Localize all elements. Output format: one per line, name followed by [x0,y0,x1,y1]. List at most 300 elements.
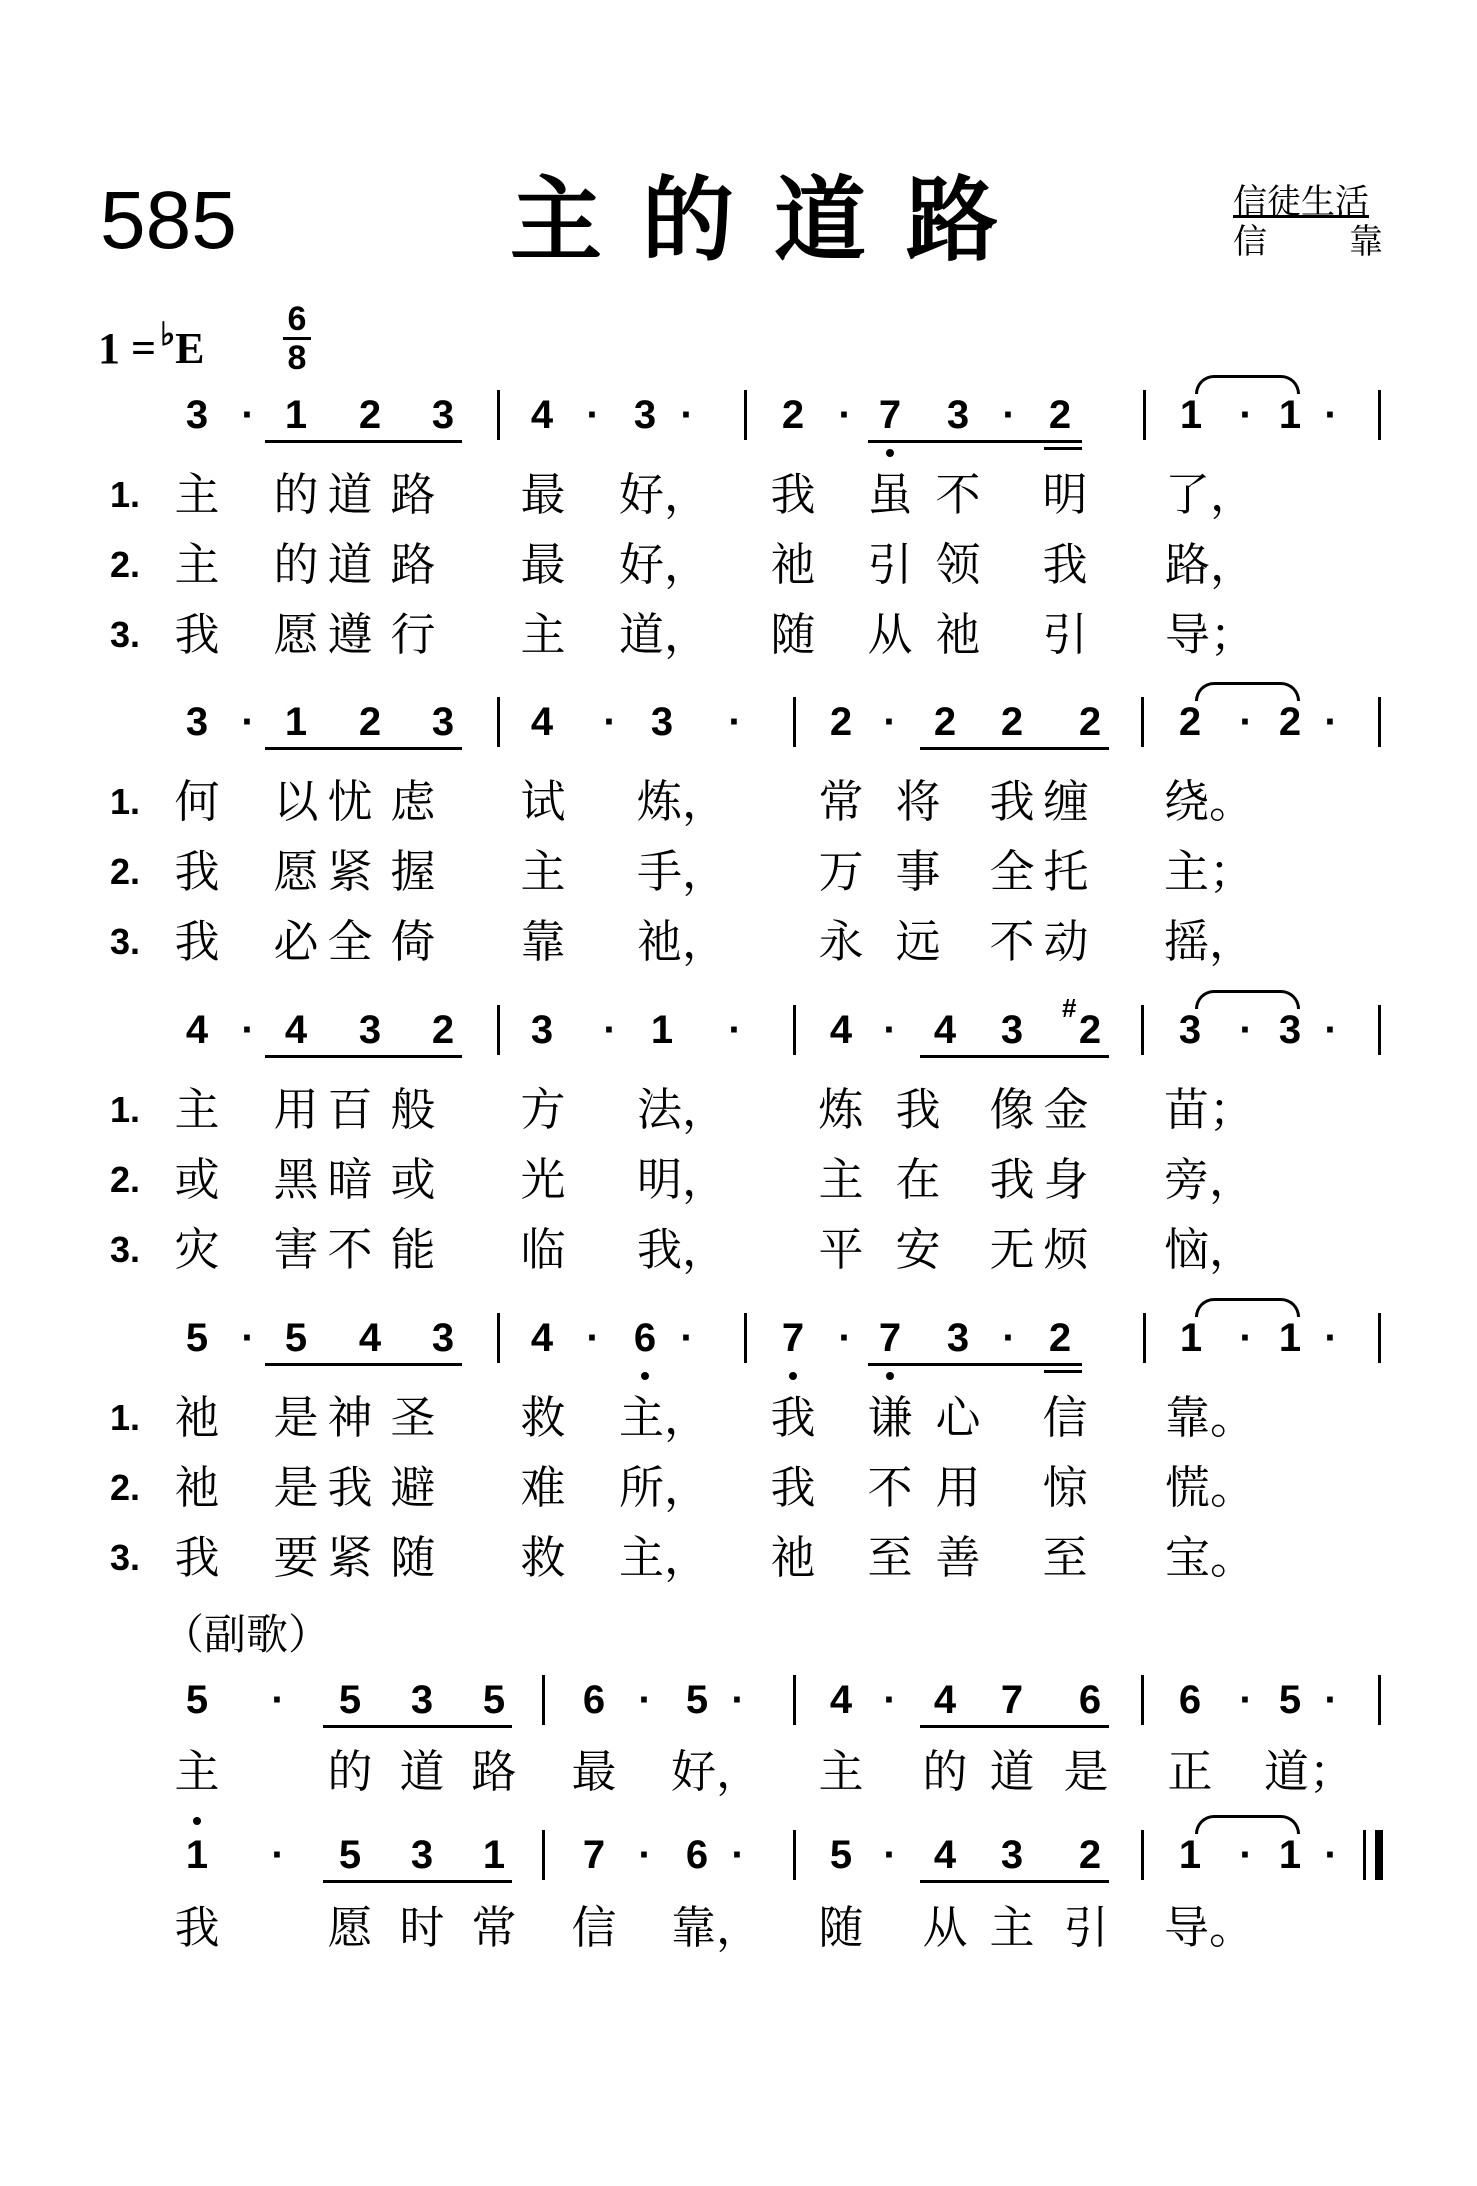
lyric-char: 了， [1165,468,1256,521]
note: 2 [431,1008,455,1052]
lyric-char: 永 [818,915,864,968]
note: 7 [582,1833,606,1877]
note: 3 [946,393,970,437]
note: 3 [633,393,657,437]
lyric-char: 炼 [818,1083,864,1136]
note: 1 [1278,1316,1302,1360]
note: 4 [530,1316,554,1360]
note: 6 [685,1833,709,1877]
barline [1143,1313,1146,1363]
note: 2 [1078,700,1102,744]
rhythm-dot: · [731,1833,745,1877]
rhythm-dot: · [1002,1316,1016,1360]
lyric-char: 愿 [273,608,319,661]
note: 5 [1278,1678,1302,1722]
note: 3 [410,1678,434,1722]
rhythm-dot: · [271,1678,285,1722]
note: 2 [829,700,853,744]
hymn-title: 主的道路 [510,167,1039,274]
lyric-char: 不 [989,915,1035,968]
note: 2 [1048,393,1072,437]
time-sig-top: 6 [287,300,307,338]
rhythm-dot: · [1239,1316,1253,1360]
lyric-char: 紧 [327,845,373,898]
lyric-char: 以 [273,775,319,828]
underline-beam [920,1055,1109,1058]
underline-beam [920,747,1109,750]
lyric-char: 路 [390,468,436,521]
lyric-char: 金 [1043,1083,1089,1136]
lyric-char: 圣 [390,1391,436,1444]
lyric-char: 常 [818,775,864,828]
verse-number: 3. [110,921,141,962]
lyric-char: 握 [390,845,436,898]
lyric-char: 随 [818,1901,864,1954]
note: 5 [284,1316,308,1360]
note: 6 [1078,1678,1102,1722]
barline [1141,1005,1144,1055]
lyric-char: 慌。 [1165,1461,1256,1514]
lyric-char: 的 [273,468,319,521]
lyric-char: 领 [935,538,981,591]
octave-above-dot [193,1817,201,1825]
rhythm-dot: · [680,1316,694,1360]
lyric-char: 最 [520,538,566,591]
rhythm-dot: · [241,1316,255,1360]
verse-number: 2. [110,851,141,892]
lyric-char: 我 [770,1461,816,1514]
note: 5 [685,1678,709,1722]
lyric-char: 谦 [867,1391,913,1444]
lyric-char: 明， [637,1153,728,1206]
barline [1378,1313,1381,1363]
lyric-char: 紧 [327,1531,373,1584]
lyric-char: 好， [671,1745,762,1798]
lyric-char: 常 [471,1901,517,1954]
lyric-char: 或 [390,1153,436,1206]
lyric-char: 道 [399,1745,445,1798]
note: 2 [933,700,957,744]
key-equals: = [131,324,157,373]
tie-arc [1195,682,1300,701]
lyric-char: 手， [637,845,728,898]
rhythm-dot: · [1324,1008,1338,1052]
note: 5 [185,1678,209,1722]
lyric-char: 遵 [327,608,373,661]
rhythm-dot: · [838,1316,852,1360]
underline-beam [323,1880,512,1883]
lyric-char: 全 [327,915,373,968]
note: 1 [1278,1833,1302,1877]
category-box [1233,182,1383,262]
lyric-char: 祂 [935,608,981,661]
tie-arc [1195,1815,1300,1834]
lyric-char: 害 [273,1223,319,1276]
lyric-char: 至 [867,1531,913,1584]
lyric-char: 神 [327,1391,373,1444]
underline-beam [323,1725,512,1728]
final-barline-thick [1375,1830,1383,1880]
lyric-char: 的 [922,1745,968,1798]
lyric-char: 万 [818,845,864,898]
lyric-char: 托 [1043,845,1089,898]
lyric-char: 好， [619,538,710,591]
note: 7 [878,1316,902,1360]
lyric-char: 我 [770,468,816,521]
note: 3 [530,1008,554,1052]
note: 4 [933,1833,957,1877]
note: 1 [284,393,308,437]
barline [497,697,500,747]
lyric-char: 我 [1042,538,1088,591]
lyric-char: 从 [867,608,913,661]
note: 4 [933,1678,957,1722]
note: 4 [829,1678,853,1722]
lyric-char: 主 [174,1083,220,1136]
lyric-char: 明 [1042,468,1088,521]
subcategory [1233,222,1383,262]
lyric-char: 我 [174,1531,220,1584]
barline [1378,1005,1381,1055]
verse-number: 2. [110,1467,141,1508]
note: 1 [482,1833,506,1877]
note: 2 [358,393,382,437]
lyric-char: 在 [895,1153,941,1206]
barline [542,1830,545,1880]
note: 3 [410,1833,434,1877]
rhythm-dot: · [1239,393,1253,437]
note: 2 [1078,1008,1102,1052]
final-barline-thin [1363,1830,1366,1880]
rhythm-dot: · [1002,393,1016,437]
lyric-char: 救 [520,1531,566,1584]
verse-number: 1. [110,1089,141,1130]
note: 3 [185,393,209,437]
lyric-char: 信 [571,1901,617,1954]
rhythm-dot: · [838,393,852,437]
barline [1141,1830,1144,1880]
lyric-char: 百 [327,1083,373,1136]
time-signature [283,302,311,375]
barline [1378,390,1381,440]
lyric-char: 信 [1042,1391,1088,1444]
rhythm-dot: · [271,1833,285,1877]
lyric-char: 道， [619,608,710,661]
note: 3 [358,1008,382,1052]
lyric-char: 方 [520,1083,566,1136]
lyric-char: 试 [520,775,566,828]
note: 4 [530,393,554,437]
barline [1378,697,1381,747]
lyric-char: 最 [571,1745,617,1798]
note: 4 [829,1008,853,1052]
lyric-char: 般 [390,1083,436,1136]
lyric-char: 用 [273,1083,319,1136]
lyric-char: 我 [895,1083,941,1136]
verse-number: 3. [110,614,141,655]
lyric-char: 全 [989,845,1035,898]
key-letter: E [175,324,205,373]
lyric-char: 不 [935,468,981,521]
barline [744,1313,747,1363]
underline-beam [265,1363,462,1366]
barline [497,390,500,440]
verse-number: 3. [110,1229,141,1270]
lyric-char: 愿 [273,845,319,898]
verse-number: 1. [110,781,141,822]
hymn-number: 585 [100,175,237,266]
lyric-char: 无 [989,1223,1035,1276]
lyric-char: 好， [619,468,710,521]
note: 3 [1000,1008,1024,1052]
lyric-char: 要 [273,1531,319,1584]
note: 5 [338,1678,362,1722]
lyric-char: 我 [770,1391,816,1444]
lyric-char: 道 [989,1745,1035,1798]
underline-beam-double [1044,447,1082,450]
lyric-char: 法， [637,1083,728,1136]
lyric-char: 靠， [671,1901,762,1954]
lyric-char: 苗； [1164,1083,1255,1136]
rhythm-dot: · [1324,700,1338,744]
lyric-char: 所， [619,1461,710,1514]
rhythm-dot: · [883,700,897,744]
lyric-char: 我， [637,1223,728,1276]
lyric-char: 我 [989,775,1035,828]
note: 3 [431,700,455,744]
lyric-char: 动 [1043,915,1089,968]
note: 6 [582,1678,606,1722]
note: 1 [284,700,308,744]
lyric-char: 用 [935,1461,981,1514]
barline [793,1005,796,1055]
lyric-char: 不 [327,1223,373,1276]
lyric-char: 是 [273,1391,319,1444]
lyric-char: 的 [273,538,319,591]
rhythm-dot: · [1324,393,1338,437]
lyric-char: 将 [895,775,941,828]
lyric-char: 不 [867,1461,913,1514]
rhythm-dot: · [241,700,255,744]
lyric-char: 祂 [174,1391,220,1444]
rhythm-dot: · [1239,1833,1253,1877]
note: 7 [781,1316,805,1360]
lyric-char: 主； [1164,845,1255,898]
underline-beam [868,1363,1082,1366]
rhythm-dot: · [883,1678,897,1722]
key-one: 1 [98,324,120,373]
lyric-char: 主 [520,608,566,661]
lyric-char: 虽 [867,468,913,521]
verse-number: 2. [110,544,141,585]
lyric-char: 引 [1042,608,1088,661]
octave-below-dot [641,1372,649,1380]
barline [1141,1675,1144,1725]
note: 3 [185,700,209,744]
subcategory-char: 靠 [1349,222,1383,262]
verse-number: 1. [110,474,141,515]
note: 1 [1278,393,1302,437]
lyric-char: 忧 [327,775,373,828]
octave-below-dot [886,449,894,457]
tie-arc [1195,990,1300,1009]
lyric-char: 随 [390,1531,436,1584]
lyric-char: 主， [619,1531,710,1584]
lyric-char: 救 [520,1391,566,1444]
note: 4 [358,1316,382,1360]
lyric-char: 主， [619,1391,710,1444]
lyric-char: 主 [818,1745,864,1798]
note: 3 [431,393,455,437]
lyric-char: 正 [1167,1745,1213,1798]
lyric-char: 主 [174,1745,220,1798]
barline [793,1830,796,1880]
rhythm-dot: · [1324,1316,1338,1360]
barline [497,1005,500,1055]
note: 7 [1000,1678,1024,1722]
note: 4 [284,1008,308,1052]
lyric-char: 或 [174,1153,220,1206]
note: 4 [185,1008,209,1052]
flat-sign: ♭ [160,316,176,352]
verse-number: 1. [110,1397,141,1438]
lyric-char: 我 [174,845,220,898]
barline [1143,390,1146,440]
note: 1 [1179,393,1203,437]
note: 5 [185,1316,209,1360]
lyric-char: 善 [935,1531,981,1584]
note: 6 [633,1316,657,1360]
lyric-char: 光 [520,1153,566,1206]
category: 信徒生活 [1233,182,1369,222]
lyric-char: 是 [1063,1745,1109,1798]
lyric-char: 导。 [1164,1901,1255,1954]
lyric-char: 主 [520,845,566,898]
lyric-char: 从 [922,1901,968,1954]
rhythm-dot: · [728,700,742,744]
note: 1 [650,1008,674,1052]
rhythm-dot: · [638,1833,652,1877]
note: 7 [878,393,902,437]
rhythm-dot: · [731,1678,745,1722]
note: 6 [1178,1678,1202,1722]
note: 3 [431,1316,455,1360]
lyric-char: 惊 [1042,1461,1088,1514]
tie-arc [1195,1298,1300,1317]
lyric-char: 引 [1063,1901,1109,1954]
barline [542,1675,545,1725]
underline-beam [265,440,462,443]
lyric-char: 导； [1165,608,1256,661]
lyric-char: 必 [273,915,319,968]
lyric-char: 宝。 [1165,1531,1256,1584]
lyric-char: 倚 [390,915,436,968]
rhythm-dot: · [241,1008,255,1052]
lyric-char: 路 [471,1745,517,1798]
lyric-char: 路 [390,538,436,591]
underline-beam-double [1044,1370,1082,1373]
lyric-char: 是 [273,1461,319,1514]
lyric-char: 随 [770,608,816,661]
note: 3 [1178,1008,1202,1052]
lyric-char: 安 [895,1223,941,1276]
rhythm-dot: · [638,1678,652,1722]
lyric-char: 我 [174,1901,220,1954]
note: 3 [1000,1833,1024,1877]
note: 1 [185,1833,209,1877]
tie-arc [1195,375,1300,394]
lyric-char: 愿 [327,1901,373,1954]
lyric-char: 时 [399,1901,445,1954]
lyric-char: 祂 [174,1461,220,1514]
verse-number: 2. [110,1159,141,1200]
rhythm-dot: · [586,1316,600,1360]
lyric-char: 祂， [637,915,728,968]
lyric-char: 我 [327,1461,373,1514]
note: 3 [650,700,674,744]
barline [1378,1675,1381,1725]
note: 2 [358,700,382,744]
lyric-char: 暗 [327,1153,373,1206]
octave-below-dot [886,1372,894,1380]
note: 1 [1178,1833,1202,1877]
lyric-char: 远 [895,915,941,968]
lyric-char: 烦 [1043,1223,1089,1276]
rhythm-dot: · [603,1008,617,1052]
lyric-char: 灾 [174,1223,220,1276]
lyric-char: 的 [327,1745,373,1798]
lyric-char: 恼， [1164,1223,1255,1276]
lyric-char: 路， [1165,538,1256,591]
barline [744,390,747,440]
lyric-char: 摇， [1164,915,1255,968]
lyric-char: 何 [174,775,220,828]
lyric-char: 旁， [1164,1153,1255,1206]
lyric-char: 祂 [770,538,816,591]
note: 2 [781,393,805,437]
note: 3 [946,1316,970,1360]
lyric-char: 平 [818,1223,864,1276]
lyric-char: 行 [390,608,436,661]
sharp-sign: # [1062,993,1077,1023]
lyric-char: 道 [327,468,373,521]
note: 1 [1179,1316,1203,1360]
rhythm-dot: · [1239,700,1253,744]
underline-beam [920,1725,1109,1728]
barline [793,1675,796,1725]
lyric-char: 难 [520,1461,566,1514]
note: 2 [1278,700,1302,744]
time-sig-bottom: 8 [287,339,307,377]
note: 3 [1278,1008,1302,1052]
underline-beam [265,747,462,750]
rhythm-dot: · [728,1008,742,1052]
rhythm-dot: · [586,393,600,437]
lyric-char: 至 [1042,1531,1088,1584]
lyric-char: 引 [867,538,913,591]
lyric-char: 虑 [390,775,436,828]
lyric-char: 道 [327,538,373,591]
note: 4 [933,1008,957,1052]
lyric-char: 靠。 [1165,1391,1256,1444]
lyric-char: 最 [520,468,566,521]
note: 4 [530,700,554,744]
lyric-char: 身 [1043,1153,1089,1206]
lyric-char: 祂 [770,1531,816,1584]
note: 2 [1078,1833,1102,1877]
rhythm-dot: · [1239,1008,1253,1052]
lyric-char: 道； [1264,1745,1355,1798]
